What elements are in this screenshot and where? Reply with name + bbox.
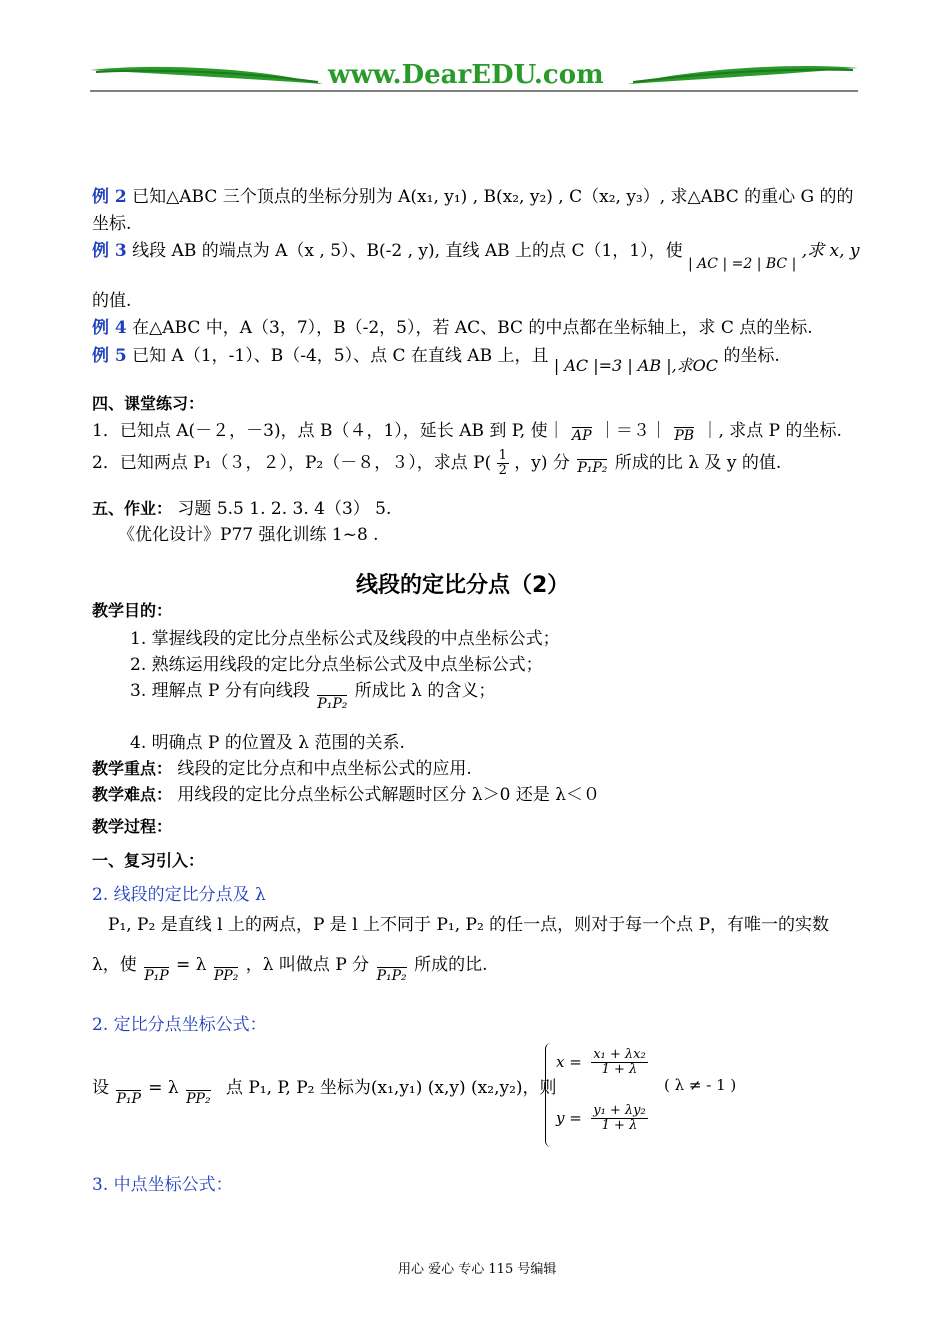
review-3-label: 3. 中点坐标公式：: [92, 1175, 233, 1195]
formula-x-numerator: x₁ + λx₂: [593, 1047, 646, 1062]
example-2-line1: [92, 182, 854, 207]
review-2-text: 点 P₁, P, P₂ 坐标为(x₁,y₁) (x,y) (x₂,y₂)，则: [225, 1078, 557, 1098]
example-3-line2: 的值.: [92, 291, 132, 311]
practice-2-text: 2．已知两点 P₁（３，２），P₂（－８，３），求点 P(: [92, 453, 492, 473]
vector-pp2: PP₂: [213, 968, 239, 984]
practice-heading: 四、课堂练习：: [92, 394, 205, 413]
goal-3-tail: 所成比 λ 的含义；: [354, 681, 496, 701]
review-2-set: 设: [92, 1078, 109, 1098]
practice-2-tail: 所成的比 λ 及 y 的值.: [614, 453, 782, 473]
process-label: 教学过程：: [92, 817, 173, 836]
example-3-tail: ,求 x, y: [801, 241, 860, 261]
example-5-label: 例 5: [92, 346, 127, 366]
fraction-half: [497, 449, 509, 478]
review-1-label: 2. 线段的定比分点及 λ: [92, 885, 266, 905]
fraction-numerator: 1: [498, 448, 507, 463]
homework-label: 五、作业：: [92, 499, 173, 518]
formula-y: [556, 1104, 648, 1133]
difficulty-label: 教学难点：: [92, 785, 173, 804]
difficulty-text: 用线段的定比分点坐标公式解题时区分 λ＞0 还是 λ＜０: [177, 785, 600, 805]
homework-line2: 《优化设计》P77 强化训练 1~8 .: [118, 525, 379, 545]
formula-x-denominator: 1 + λ: [601, 1062, 638, 1077]
review-1-text2b: ，λ 叫做点 P 分: [245, 955, 370, 975]
review-1-equals: = λ: [176, 955, 207, 975]
formula-y-fraction: [591, 1104, 648, 1133]
key-points: [92, 754, 472, 779]
example-2-text: 已知△ABC 三个顶点的坐标分别为 A(x₁, y₁) , B(x₂, y₂) , C（x₂, y₃）, 求△ABC 的重心 G 的的: [132, 187, 854, 207]
homework: [92, 494, 391, 519]
example-3-label: 例 3: [92, 241, 127, 261]
practice-1-text: 1．已知点 A(－２，－3)，点 B（４，1），延长 AB 到 P, 使｜: [92, 421, 565, 441]
goals-label: 教学目的：: [92, 601, 173, 620]
example-4-text: 在△ABC 中，A（3，7），B（-2，5），若 AC、BC 的中点都在坐标轴上，求 C 点的坐标.: [132, 318, 813, 338]
homework-text: 习题 5.5 1. 2. 3. 4（3） 5.: [177, 499, 392, 519]
practice-1-mid: ｜＝３｜: [598, 421, 667, 441]
formula-x: [556, 1048, 648, 1077]
difficulties: [92, 780, 600, 805]
practice-item-2: [92, 448, 781, 478]
example-5-text: 已知 A（1，-1）、B（-4，5）、点 C 在直线 AB 上，且: [132, 346, 549, 366]
review-2-label: 2. 定比分点坐标公式：: [92, 1015, 267, 1035]
vector-p1p2: P₁P₂: [577, 460, 608, 476]
vector-pb: PB: [674, 428, 695, 444]
formula-brace: [545, 1043, 556, 1147]
section-title: 线段的定比分点（2）: [356, 573, 570, 598]
review-1-text2a: λ，使: [92, 955, 137, 975]
vector-p1p2-review: P₁P₂: [376, 968, 407, 984]
formula-y-denominator: 1 + λ: [601, 1118, 638, 1133]
review-2-equals: = λ: [148, 1078, 179, 1098]
fraction-denominator: 2: [498, 463, 507, 478]
formula-y-numerator: y₁ + λy₂: [593, 1103, 646, 1118]
header-banner: [88, 62, 860, 94]
vector-p1p-formula: P₁P: [116, 1091, 141, 1107]
example-3-line1: [92, 236, 860, 272]
key-text: 线段的定比分点和中点坐标公式的应用.: [177, 759, 472, 779]
formula-x-fraction: [591, 1048, 647, 1077]
example-3-text: 线段 AB 的端点为 A（x , 5）、B(-2 , y), 直线 AB 上的点 C（1，1），使: [132, 241, 683, 261]
formula-y-lhs: y =: [556, 1109, 582, 1127]
review-1-text2c: 所成的比.: [414, 955, 488, 975]
vector-ap: AP: [571, 428, 592, 444]
review-1-text: P₁, P₂ 是直线 l 上的两点，P 是 l 上不同于 P₁, P₂ 的任一点，则对于每一个点 P，有唯一的实数: [108, 915, 830, 935]
vector-p1p2-goal: P₁P₂: [317, 696, 348, 712]
example-5-condition: | AC |=3 | AB |,求OC: [553, 356, 719, 375]
vector-p1p: P₁P: [144, 968, 169, 984]
review-1-line2: [92, 950, 488, 984]
example-2-line2: 坐标.: [92, 214, 132, 234]
example-5: [92, 341, 780, 375]
formula-condition: ( λ ≠ - 1 ): [664, 1076, 737, 1094]
page-footer: 用心 爱心 专心 115 号编辑: [398, 1262, 557, 1277]
goal-3: [130, 676, 496, 712]
goal-4: 4. 明确点 P 的位置及 λ 范围的关系.: [130, 733, 405, 753]
goal-2: 2. 熟练运用线段的定比分点坐标公式及中点坐标公式；: [130, 655, 543, 675]
practice-2-mid: ，y) 分: [514, 453, 570, 473]
example-2-label: 例 2: [92, 187, 127, 207]
example-4-label: 例 4: [92, 318, 127, 338]
practice-item-1: [92, 416, 842, 444]
review-label: 一、复习引入：: [92, 851, 205, 870]
goal-1: 1. 掌握线段的定比分点坐标公式及线段的中点坐标公式；: [130, 629, 560, 649]
example-3-condition: | AC | =2 | BC |: [688, 256, 797, 272]
formula-x-lhs: x =: [556, 1053, 582, 1071]
review-2-line: [92, 1073, 557, 1107]
vector-pp2-formula: PP₂: [186, 1091, 211, 1107]
example-4: [92, 313, 813, 338]
example-5-tail: 的坐标.: [723, 346, 780, 366]
goal-3-text: 3. 理解点 P 分有向线段: [130, 681, 310, 701]
site-logo-text: www.DearEDU.com: [328, 60, 604, 90]
key-label: 教学重点：: [92, 759, 173, 778]
practice-1-tail: ｜, 求点 P 的坐标.: [701, 421, 842, 441]
